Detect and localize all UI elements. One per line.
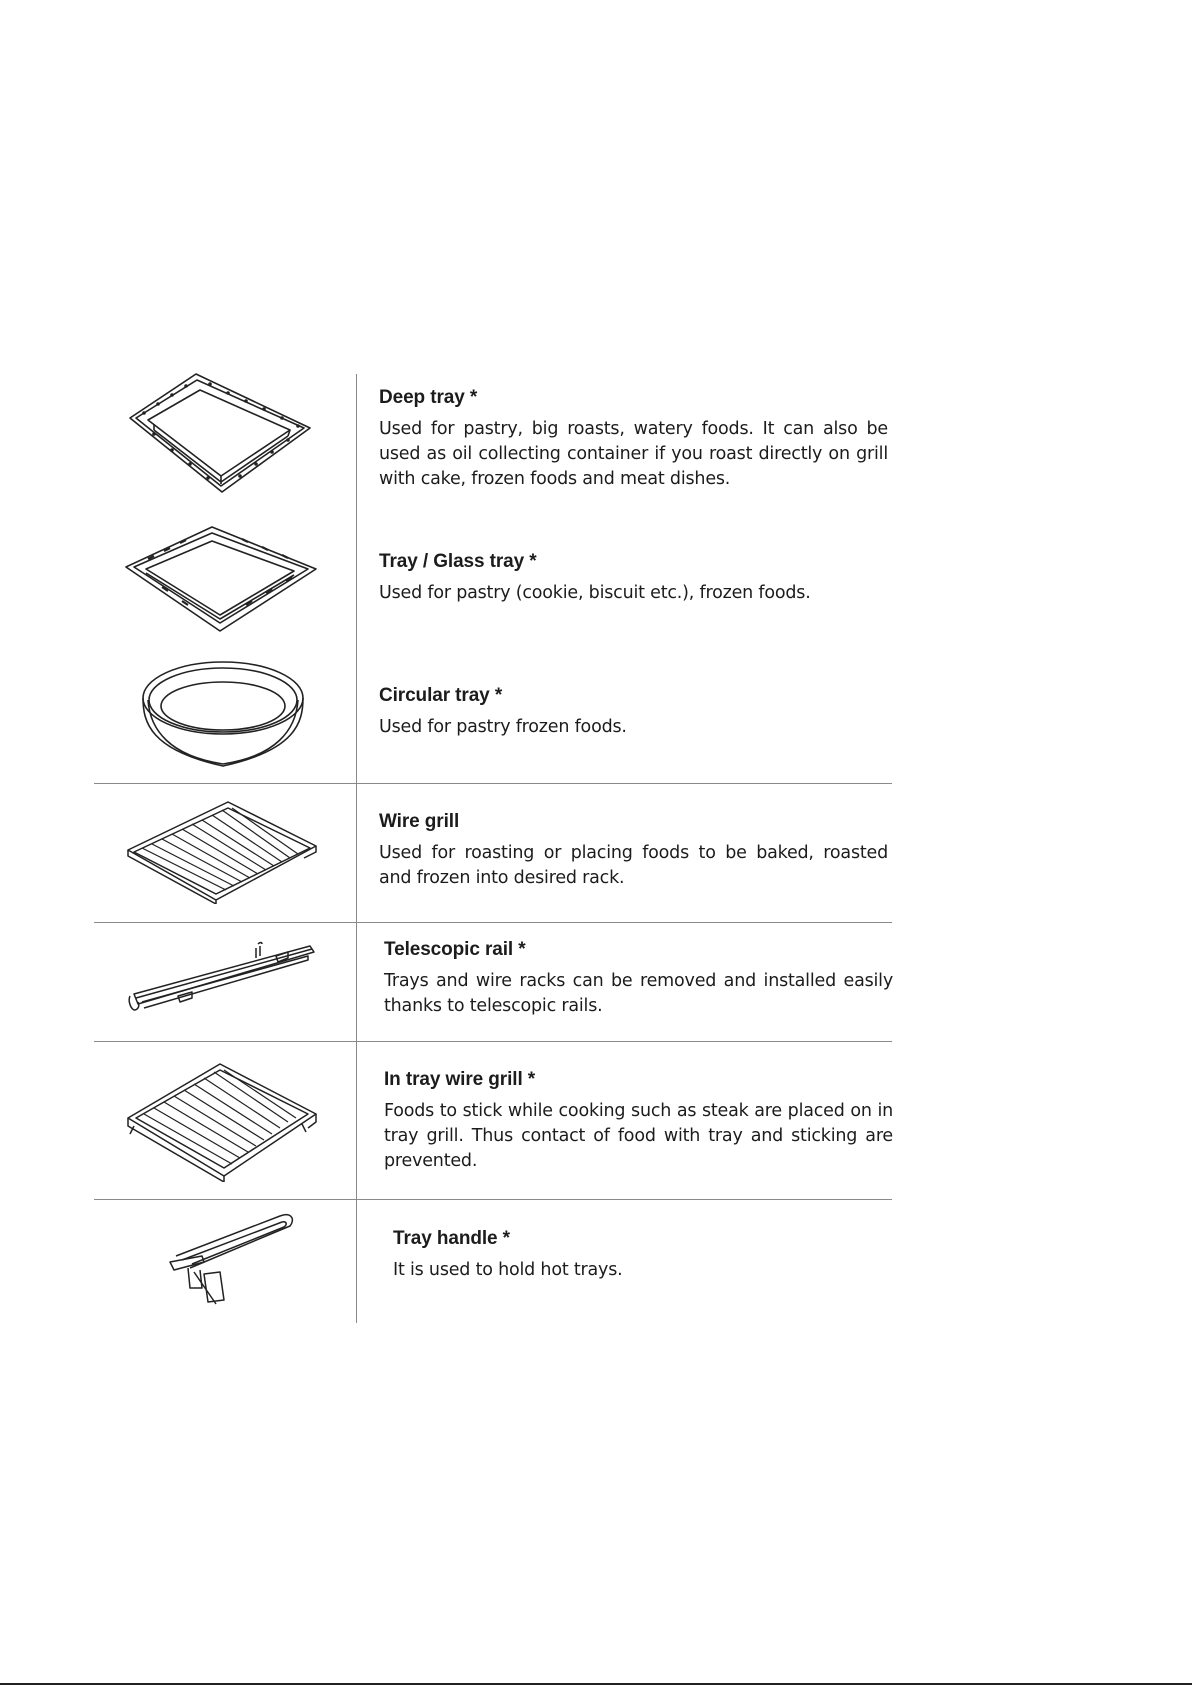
accessory-title: Tray / Glass tray * xyxy=(379,551,537,572)
deep-tray-icon xyxy=(124,368,316,498)
tray-handle-icon xyxy=(168,1212,296,1308)
accessory-title: Tray handle * xyxy=(393,1228,510,1249)
accessory-entry xyxy=(379,810,888,891)
accessory-entry xyxy=(384,938,893,1019)
accessory-title: Wire grill xyxy=(379,811,460,832)
accessory-title: Telescopic rail * xyxy=(384,939,526,960)
telescopic-rail-icon xyxy=(128,940,316,1014)
accessory-entry xyxy=(393,1227,902,1283)
accessory-description: Trays and wire racks can be removed and installed easily thanks to telescopic rails. xyxy=(384,971,893,1016)
accessory-entry xyxy=(379,684,888,740)
accessory-description: Foods to stick while cooking such as steak are placed on in tray grill. Thus contact of food with tray and sticking are prevented. xyxy=(384,1101,893,1171)
accessory-title: Deep tray * xyxy=(379,387,478,408)
circular-tray-icon xyxy=(140,660,306,770)
row-divider xyxy=(94,922,892,923)
accessory-title: Circular tray * xyxy=(379,685,503,706)
accessory-description: Used for pastry (cookie, biscuit etc.), frozen foods. xyxy=(379,583,811,603)
row-divider xyxy=(94,783,892,784)
accessory-description: It is used to hold hot trays. xyxy=(393,1260,623,1280)
accessory-entry xyxy=(384,1068,893,1174)
accessory-entry xyxy=(379,386,888,492)
accessory-description: Used for roasting or placing foods to be baked, roasted and frozen into desired rack. xyxy=(379,843,888,888)
wire-grill-icon xyxy=(124,800,320,904)
accessory-entry xyxy=(379,550,888,606)
in-tray-wire-grill-icon xyxy=(124,1060,320,1182)
tray-icon xyxy=(122,523,320,635)
accessory-description: Used for pastry, big roasts, watery foods. It can also be used as oil collecting container if you roast directly on grill with cake, frozen foods and meat dishes. xyxy=(379,419,888,489)
column-divider xyxy=(356,374,357,1323)
accessory-description: Used for pastry frozen foods. xyxy=(379,717,627,737)
accessory-title: In tray wire grill * xyxy=(384,1069,536,1090)
row-divider xyxy=(94,1041,892,1042)
row-divider xyxy=(94,1199,892,1200)
